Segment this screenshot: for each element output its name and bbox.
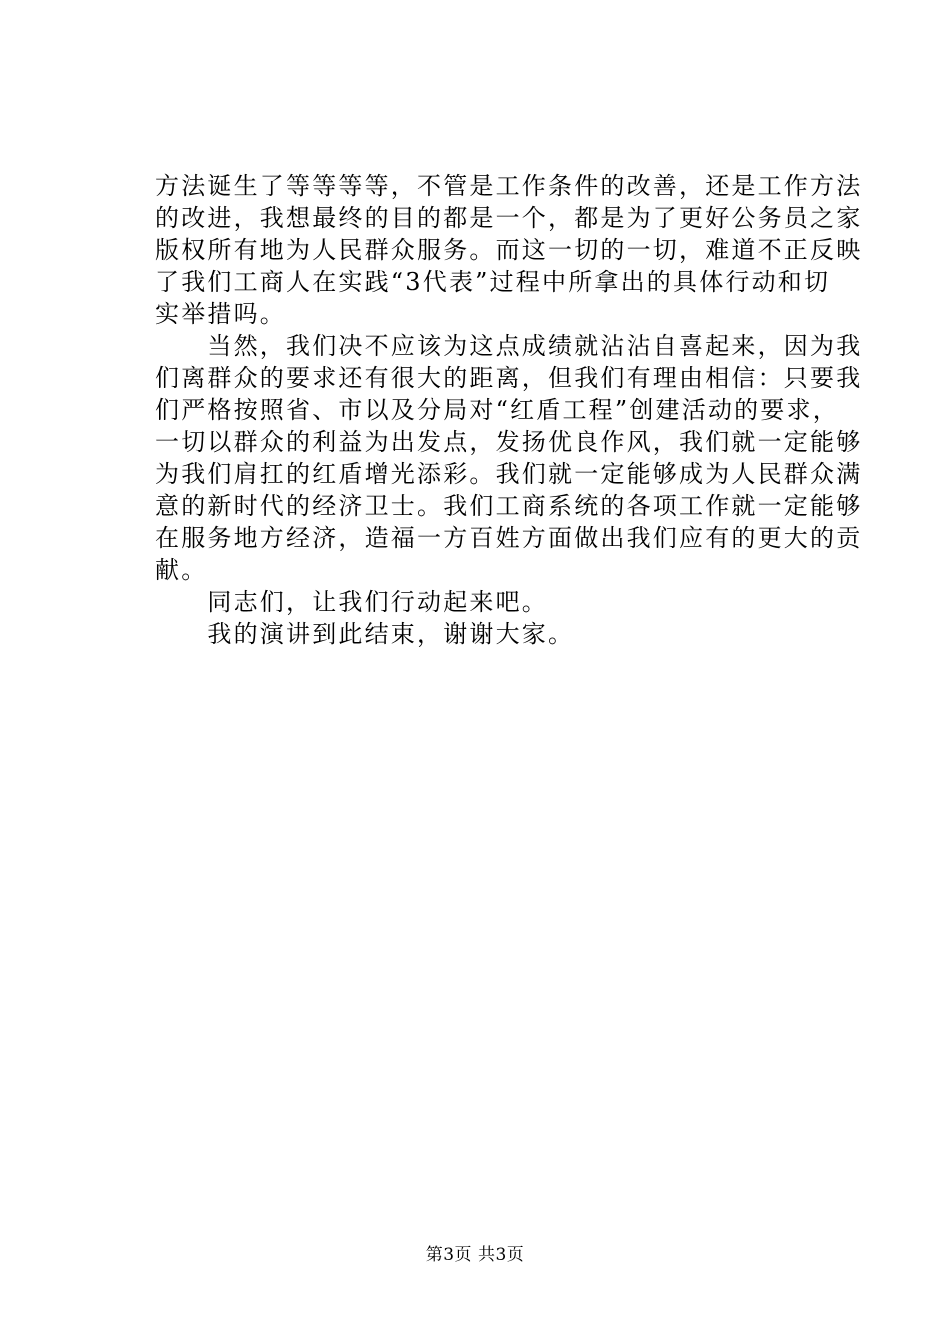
text-line: 当然，我们决不应该为这点成绩就沾沾自喜起来，因为我 [155,332,863,360]
text-line: 一切以群众的利益为出发点，发扬优良作风，我们就一定能够 [155,428,863,456]
text-line: 献。 [155,556,208,584]
text-line: 们离群众的要求还有很大的距离，但我们有理由相信：只要我 [155,364,863,392]
text-line: 我的演讲到此结束，谢谢大家。 [155,620,575,648]
text-line: 为我们肩扛的红盾增光添彩。我们就一定能够成为人民群众满 [155,460,863,488]
text-line: 的改进，我想最终的目的都是一个，都是为了更好公务员之家 [155,204,863,232]
text-line: 了我们工商人在实践“3代表”过程中所拿出的具体行动和切 [155,268,831,296]
text-line: 版权所有地为人民群众服务。而这一切的一切，难道不正反映 [155,236,863,264]
body-text [155,170,863,650]
text-line: 意的新时代的经济卫士。我们工商系统的各项工作就一定能够 [155,492,863,520]
text-line: 方法诞生了等等等等，不管是工作条件的改善，还是工作方法 [155,172,863,200]
page-footer: 第3页 共3页 [425,1245,525,1265]
text-line: 实举措吗。 [155,300,286,328]
text-line: 同志们，让我们行动起来吧。 [155,588,548,616]
text-line: 们严格按照省、市以及分局对“红盾工程”创建活动的要求， [155,396,839,424]
text-line: 在服务地方经济，造福一方百姓方面做出我们应有的更大的贡 [155,524,863,552]
